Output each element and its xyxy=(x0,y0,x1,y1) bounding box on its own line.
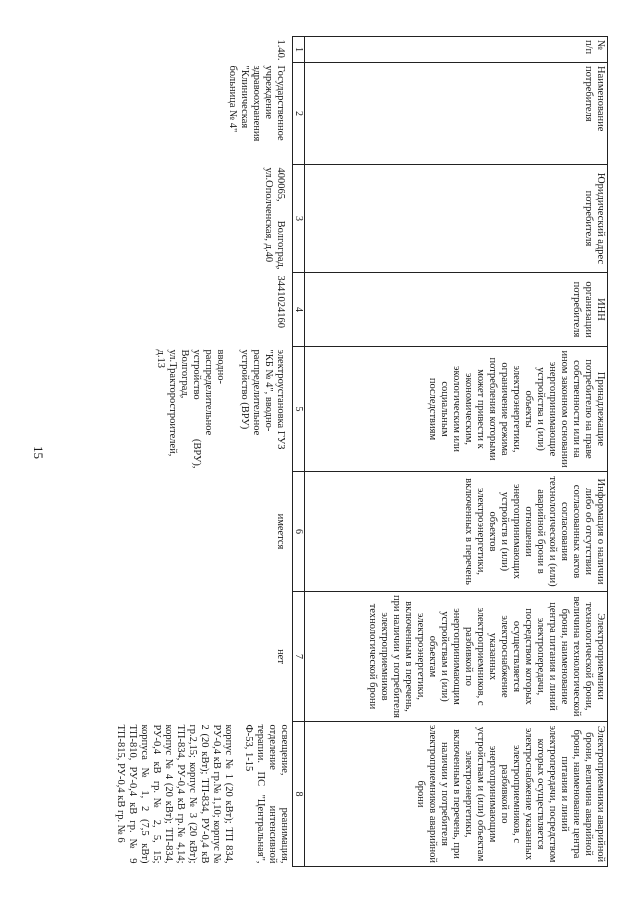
header-devices: Принадлежащие потребителю на праве собственности или на ином законном основании энергопринимающие устройства и (или) объекты электроэнергетики, ограничение режима потребления которыми может привести к экономическим, экологическим или социальным последствиям xyxy=(305,347,608,472)
header-tech-reserve: Электроприемники технологической брони, величина технологической брони, наименование центра питания и линий электропередачи, посредством которых осуществляется электроснабжение указанных электроприемников, с разбивкой по энергопринимающим устройствам и (или) объектам электроэнергетики, включенным в перечень, при наличии у потребителя электроприемников технологической брони xyxy=(305,592,608,722)
consumer-name: Государственное учреждение здравоохранения "Клиническая больница № 4" xyxy=(227,65,286,142)
legal-address: 400065, Волгоград, ул.Ополченская, д.40 xyxy=(263,167,286,270)
devices-text-1: электроустановка ГУЗ "КБ № 4", вводно-распределительное устройство (ВРУ) xyxy=(239,349,286,450)
header-emergency-reserve: Электроприемники аварийной брони, величина аварийной брони, наименование центра питания и линий электропередачи, посредством которых осуществляется электроснабжение указанных электроприемников, с разбивкой по энергопринимающим устройствам и (или) объектам электроэнергетики, включенным в перечень, при наличии у потребителя электроприемников аварийной брони xyxy=(305,722,608,867)
table-header-row xyxy=(305,37,608,867)
row-number: 1.40. xyxy=(275,39,286,61)
emergency-cell xyxy=(113,722,293,867)
column-number: 4 xyxy=(293,273,305,347)
acts-value: имеется xyxy=(275,513,286,550)
table-row xyxy=(113,37,293,867)
header-legal-address: Юридический адрес потребителя xyxy=(305,165,608,273)
column-number: 1 xyxy=(293,37,305,63)
column-number: 3 xyxy=(293,165,305,273)
column-number: 2 xyxy=(293,63,305,165)
header-inn: ИНН организации потребителя xyxy=(305,273,608,347)
header-acts-info: Информация о наличии либо об отсутствии согласованных актов согласования технологической и (или) аварийной брони в отношении энергопринимающих устройств и (или) объектов электроэнергетики, включенных в перечень xyxy=(305,472,608,592)
column-number: 6 xyxy=(293,472,305,592)
page-number: 15 xyxy=(31,446,46,459)
header-num: № п/п xyxy=(305,37,608,63)
emergency-text-2: корпус № 1 (20 кВт); ТП 834, РУ-0,4 кВ гр.№ 1,10; корпус № 2 (20 кВт); ТП-834, РУ-0,4 кВ гр.2,15; корпус № 3 (20 кВт); ТП-834, РУ-0,4 кВ гр.№ 4,14; корпус № 4 (20 кВт); ТП-834, РУ-0,4 кВ гр.№ 2, 5, 15; корпуса № 1, 2 (7,5 кВт) ТП-810, РУ-0,4 кВ гр. № 9 ТП-815, РУ-0,4 кВ гр. № 6 xyxy=(115,724,234,864)
devices-cell xyxy=(113,347,293,472)
column-number-row xyxy=(293,37,305,867)
tech-reserve-value: нет xyxy=(275,649,286,664)
column-number: 7 xyxy=(293,592,305,722)
header-consumer-name: Наименование потребителя xyxy=(305,63,608,165)
devices-text-2: вводно-распределительное устройство (ВРУ), Волгоград, ул.Тракторостроителей, д.13 xyxy=(155,349,226,469)
inn-value: 3441024160 xyxy=(275,275,286,328)
rotated-page-content xyxy=(71,36,608,866)
emergency-text-1: освещение, реанимация, отделение интенсивной терапии. ПС "Центральная", Ф-53, 1-15 xyxy=(243,724,290,864)
consumer-table xyxy=(113,36,608,867)
column-number: 5 xyxy=(293,347,305,472)
column-number: 8 xyxy=(293,722,305,867)
